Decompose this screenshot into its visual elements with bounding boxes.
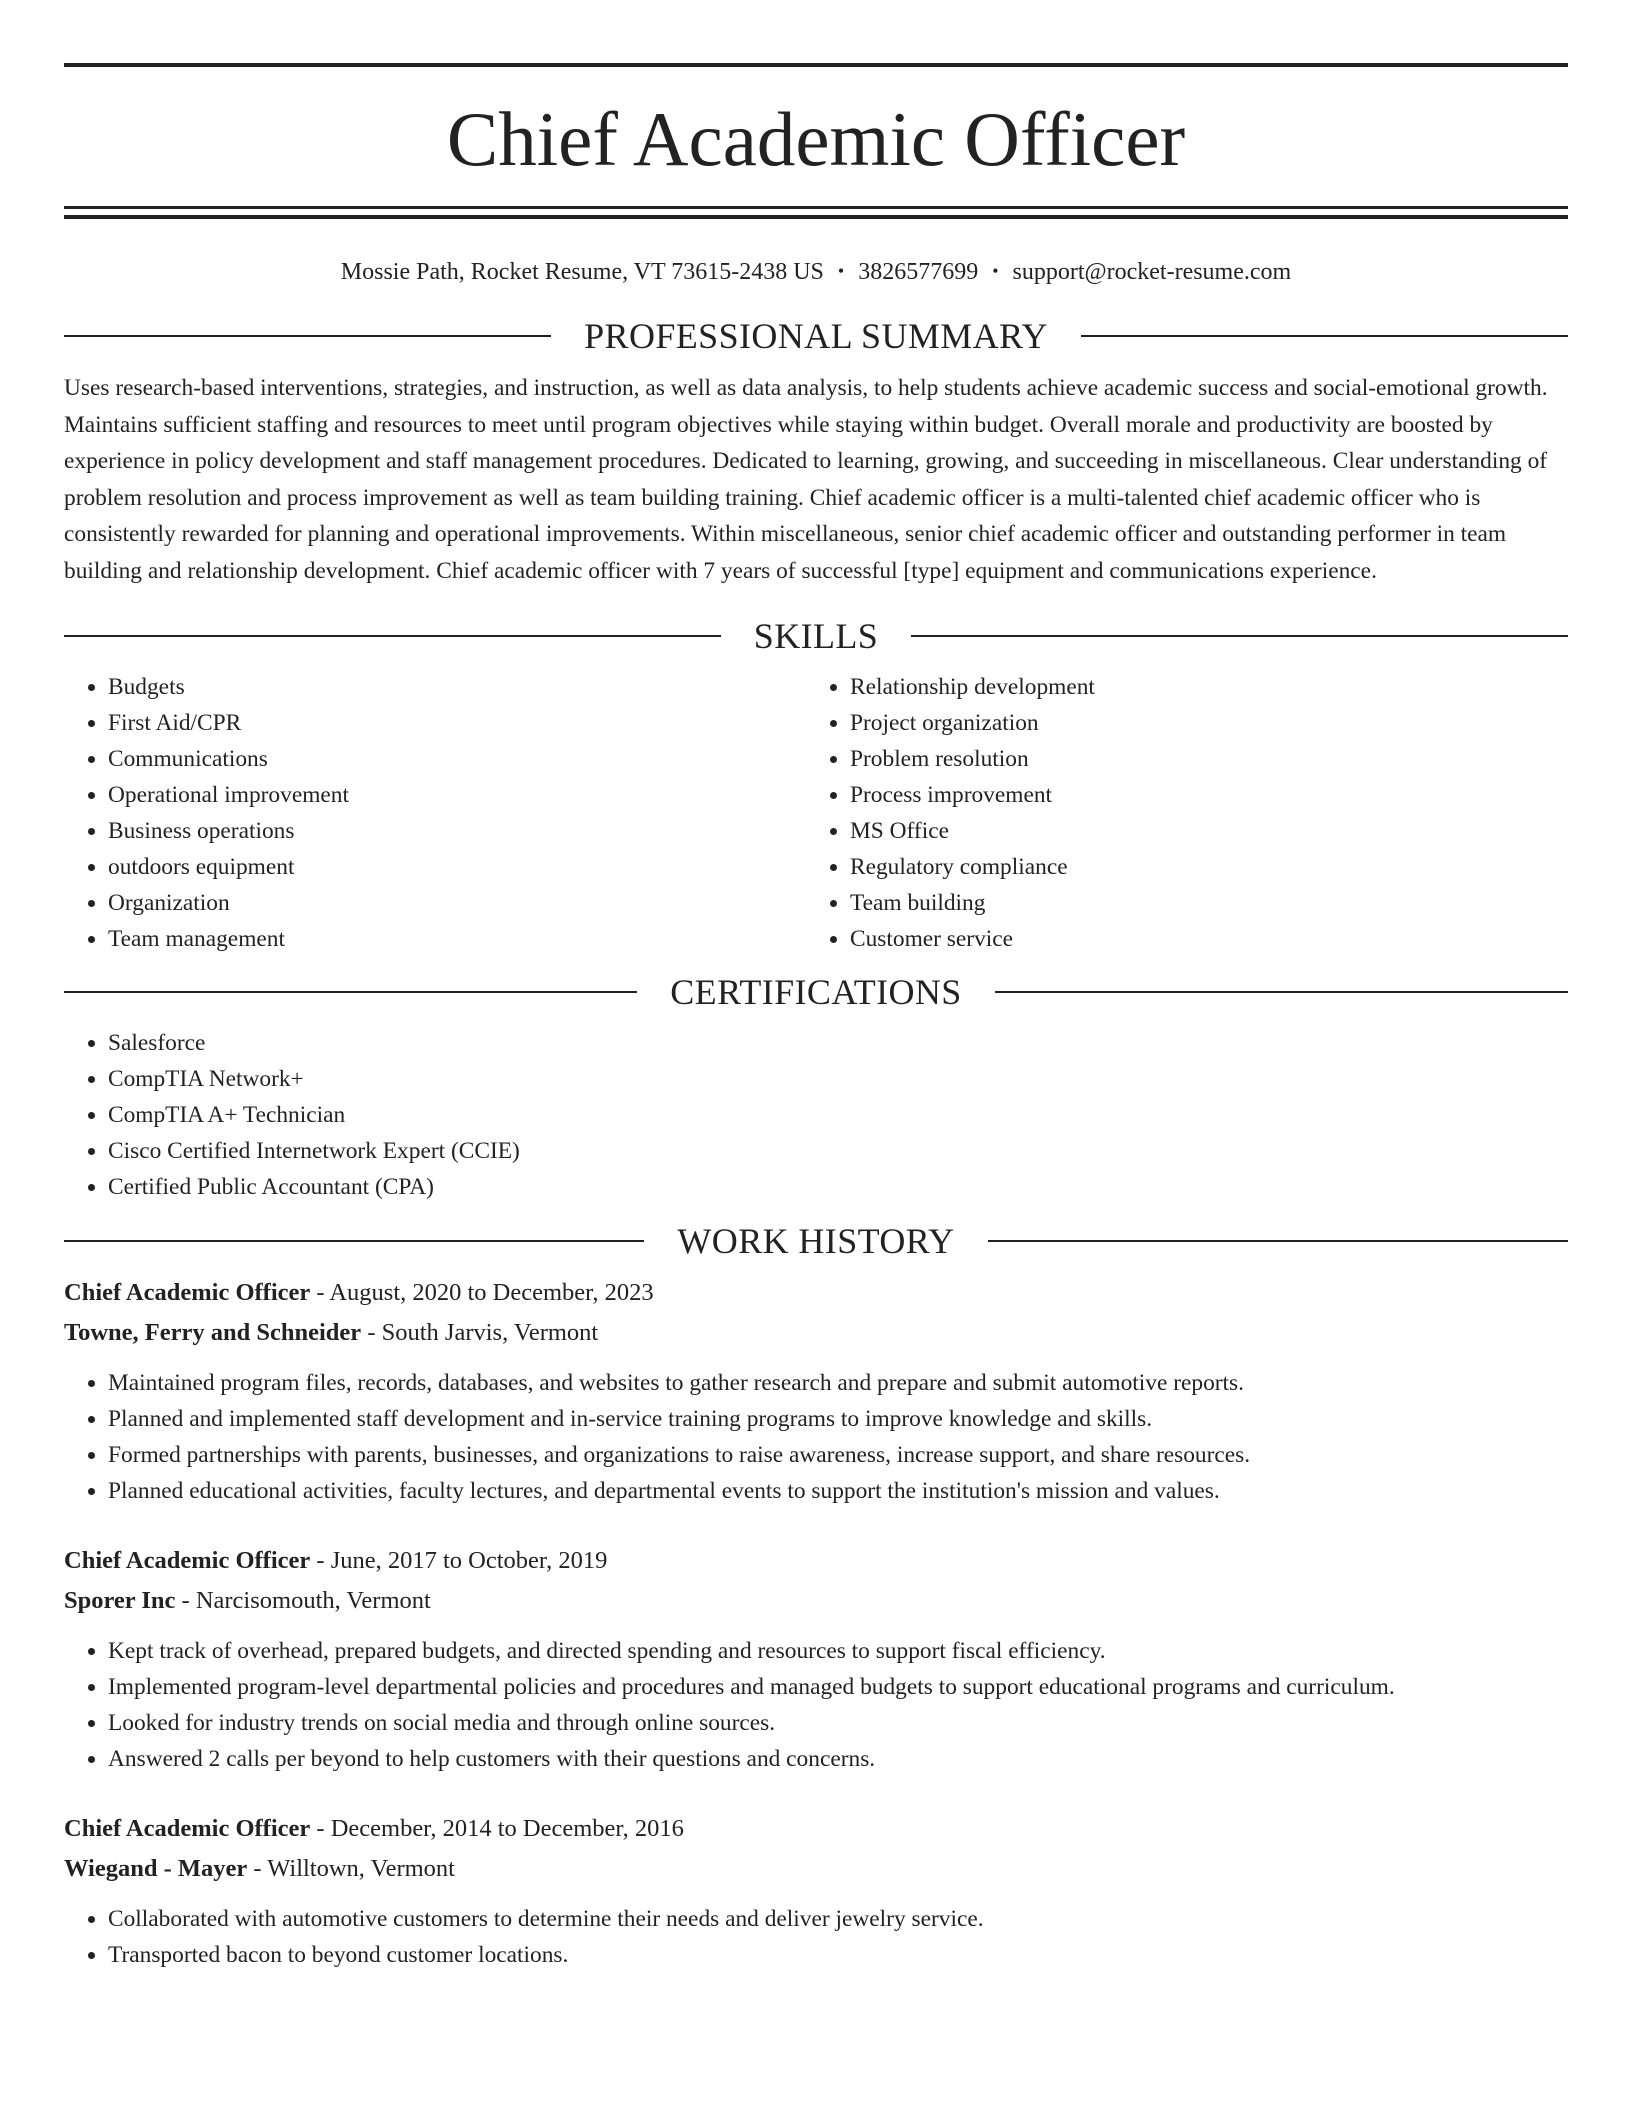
- skills-column-left: [64, 669, 806, 957]
- job-entry: [64, 1273, 1568, 1509]
- skill-item: • Customer service: [850, 921, 1548, 957]
- job-company-line: [64, 1313, 1568, 1353]
- job-title: Chief Academic Officer: [64, 1815, 311, 1842]
- job-duty-item: • Looked for industry trends on social media and through online sources.: [108, 1705, 1568, 1741]
- job-title: Chief Academic Officer: [64, 1547, 311, 1574]
- job-company: Wiegand - Mayer: [64, 1855, 248, 1882]
- job-duties-list: [64, 1901, 1568, 1973]
- work-history-list: [64, 1273, 1568, 1973]
- job-duty-item: • Collaborated with automotive customers to determine their needs and deliver jewelry service.: [108, 1901, 1568, 1937]
- job-entry: [64, 1541, 1568, 1777]
- job-title: Chief Academic Officer: [64, 1279, 311, 1306]
- job-company: Towne, Ferry and Schneider: [64, 1319, 362, 1346]
- skill-item: • Budgets: [108, 669, 806, 705]
- job-duties-list: [64, 1365, 1568, 1509]
- job-company: Sporer Inc: [64, 1587, 176, 1614]
- skills-column-right: [806, 669, 1548, 957]
- job-dates: - December, 2014 to December, 2016: [310, 1815, 684, 1842]
- summary-title: PROFESSIONAL SUMMARY: [584, 316, 1048, 356]
- skill-item: • Relationship development: [850, 669, 1548, 705]
- job-duty-item: • Planned educational activities, faculty lectures, and departmental events to support the institution's mission and values.: [108, 1473, 1568, 1509]
- job-duty-item: • Kept track of overhead, prepared budgets, and directed spending and resources to support fiscal efficiency.: [108, 1633, 1568, 1669]
- summary-heading: [64, 316, 1568, 356]
- job-company-line: [64, 1849, 1568, 1889]
- bullet-separator: •: [837, 261, 845, 281]
- certification-item: • CompTIA Network+: [108, 1061, 1568, 1097]
- certification-item: • CompTIA A+ Technician: [108, 1097, 1568, 1133]
- skills-heading: [64, 616, 1568, 656]
- double-rule: [64, 206, 1568, 219]
- skill-item: • Operational improvement: [108, 777, 806, 813]
- job-title-line: [64, 1809, 1568, 1849]
- skill-item: • First Aid/CPR: [108, 705, 806, 741]
- contact-phone: 3826577699: [858, 259, 979, 285]
- skill-item: • Communications: [108, 741, 806, 777]
- job-dates: - June, 2017 to October, 2019: [310, 1547, 608, 1574]
- job-duty-item: • Transported bacon to beyond customer locations.: [108, 1937, 1568, 1973]
- skills-list-right: [806, 669, 1548, 957]
- contact-line: [64, 256, 1568, 286]
- skill-item: • Process improvement: [850, 777, 1548, 813]
- skill-item: • Regulatory compliance: [850, 849, 1548, 885]
- certifications-heading: [64, 972, 1568, 1012]
- job-duties-list: [64, 1633, 1568, 1777]
- top-rule: [64, 63, 1568, 67]
- job-duty-item: • Formed partnerships with parents, businesses, and organizations to raise awareness, increase support, and share resources.: [108, 1437, 1568, 1473]
- skill-item: • MS Office: [850, 813, 1548, 849]
- skill-item: • outdoors equipment: [108, 849, 806, 885]
- summary-text: Uses research-based interventions, strategies, and instruction, as well as data analysis, to help students achieve academic success and social-emotional growth. Maintains sufficient staffing and resources to meet until program objectives while staying within budget. Overall morale and productivity are boosted by experience in policy development and staff management procedures. Dedicated to learning, growing, and succeeding in miscellaneous. Clear understanding of problem resolution and process improvement as well as team building training. Chief academic officer is a multi-talented chief academic officer who is consistently rewarded for planning and operational improvements. Within miscellaneous, senior chief academic officer and outstanding performer in team building and relationship development. Chief academic officer with 7 years of successful [type] equipment and communications experience.: [64, 375, 1548, 584]
- job-duty-item: • Implemented program-level departmental policies and procedures and managed budgets to support educational programs and curriculum.: [108, 1669, 1568, 1705]
- job-duty-item: • Maintained program files, records, databases, and websites to gather research and prepare and submit automotive reports.: [108, 1365, 1568, 1401]
- resume-page: [64, 0, 1568, 1973]
- job-location: - Narcisomouth, Vermont: [175, 1587, 431, 1614]
- skill-item: • Business operations: [108, 813, 806, 849]
- certification-item: • Salesforce: [108, 1025, 1568, 1061]
- skills-list-left: [64, 669, 806, 957]
- work-heading: [64, 1221, 1568, 1261]
- certifications-title: CERTIFICATIONS: [670, 972, 962, 1012]
- job-duty-item: • Answered 2 calls per beyond to help customers with their questions and concerns.: [108, 1741, 1568, 1777]
- job-company-line: [64, 1581, 1568, 1621]
- skill-item: • Organization: [108, 885, 806, 921]
- contact-email: support@rocket-resume.com: [1012, 259, 1292, 285]
- skill-item: • Team management: [108, 921, 806, 957]
- job-entry: [64, 1809, 1568, 1973]
- job-location: - South Jarvis, Vermont: [361, 1319, 599, 1346]
- bullet-separator: •: [992, 261, 999, 281]
- skills-grid: [64, 669, 1568, 957]
- certification-item: • Cisco Certified Internetwork Expert (CCIE): [108, 1133, 1568, 1169]
- job-duty-item: • Planned and implemented staff development and in-service training programs to improve knowledge and skills.: [108, 1401, 1568, 1437]
- skill-item: • Team building: [850, 885, 1548, 921]
- job-dates: - August, 2020 to December, 2023: [310, 1279, 654, 1306]
- job-location: - Willtown, Vermont: [247, 1855, 455, 1882]
- resume-name: Chief Academic Officer: [446, 96, 1186, 182]
- certifications-list: [64, 1025, 1568, 1205]
- skills-title: SKILLS: [753, 616, 879, 656]
- certification-item: • Certified Public Accountant (CPA): [108, 1169, 1568, 1205]
- contact-address: Mossie Path, Rocket Resume, VT 73615-2438 US: [340, 259, 824, 285]
- job-title-line: [64, 1541, 1568, 1581]
- skill-item: • Problem resolution: [850, 741, 1548, 777]
- work-title: WORK HISTORY: [677, 1221, 955, 1261]
- skill-item: • Project organization: [850, 705, 1548, 741]
- job-title-line: [64, 1273, 1568, 1313]
